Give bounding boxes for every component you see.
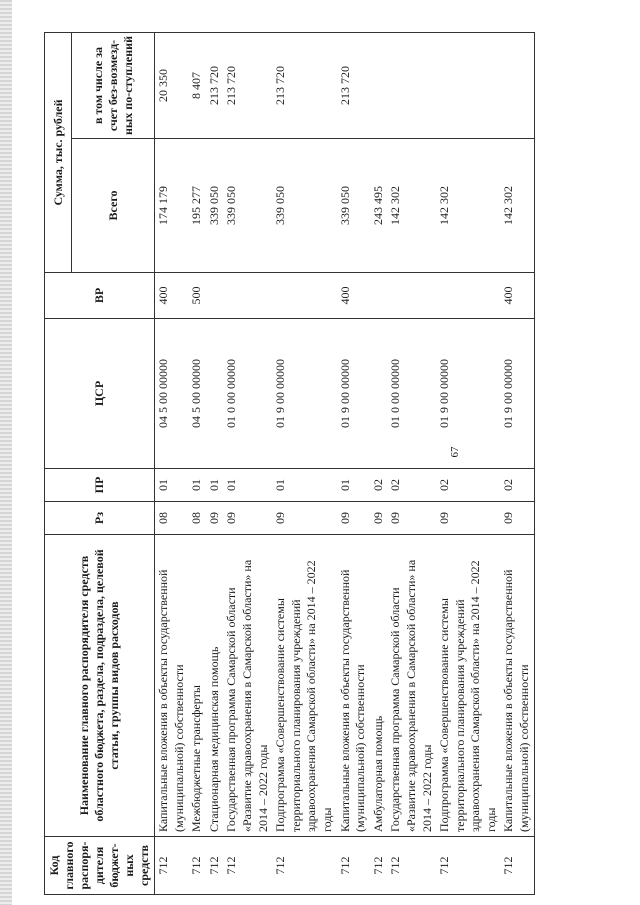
cell-vr (223, 273, 272, 319)
table-row (272, 32, 336, 894)
table-row (188, 32, 206, 894)
cell-name: Подпрограмма «Совершенствование системы территориального планирования учреждений здравоохранения Самарской области» на 2014 – 2022 годы (436, 535, 500, 837)
cell-pr: 02 (436, 469, 500, 502)
table-row (387, 32, 436, 894)
cell-rz: 09 (436, 502, 500, 535)
cell-free (436, 32, 500, 138)
cell-total: 339 050 (206, 139, 224, 273)
cell-free (387, 32, 436, 138)
cell-pr: 02 (370, 469, 388, 502)
header-free: в том числе за счет без-возмезд-ных по-ступлений (72, 32, 155, 138)
cell-pr: 01 (272, 469, 336, 502)
cell-csr: 01 9 00 00000 (337, 319, 370, 469)
cell-csr (206, 319, 224, 469)
cell-csr: 01 9 00 00000 (436, 319, 500, 469)
table-row (337, 32, 370, 894)
cell-vr (206, 273, 224, 319)
cell-pr: 02 (500, 469, 534, 502)
cell-csr: 04 5 00 00000 (188, 319, 206, 469)
cell-total: 174 179 (155, 139, 189, 273)
cell-pr: 01 (188, 469, 206, 502)
header-rz: Рз (45, 502, 155, 535)
cell-total: 142 302 (387, 139, 436, 273)
cell-code: 712 (370, 837, 388, 895)
header-vr: ВР (45, 273, 155, 319)
cell-rz: 09 (500, 502, 534, 535)
cell-pr: 01 (206, 469, 224, 502)
cell-free: 20 350 (155, 32, 189, 138)
header-code: Код главного распоря-дителя бюджет-ных средств (45, 837, 155, 895)
cell-vr (272, 273, 336, 319)
cell-total: 142 302 (436, 139, 500, 273)
budget-table (44, 32, 535, 895)
cell-free: 8 407 (188, 32, 206, 138)
cell-free (500, 32, 534, 138)
cell-total: 142 302 (500, 139, 534, 273)
cell-rz: 08 (155, 502, 189, 535)
cell-code: 712 (223, 837, 272, 895)
table-row (223, 32, 272, 894)
cell-vr (436, 273, 500, 319)
rotated-page (44, 33, 589, 895)
cell-vr: 400 (500, 273, 534, 319)
cell-pr: 02 (387, 469, 436, 502)
scan-edge (0, 0, 12, 905)
cell-name: Государственная программа Самарской области «Развитие здравоохранения в Самарской области» на 2014 – 2022 годы (223, 535, 272, 837)
cell-vr: 500 (188, 273, 206, 319)
cell-code: 712 (206, 837, 224, 895)
cell-name: Капитальные вложения в объекты государственной (муниципальной) собственности (337, 535, 370, 837)
cell-code: 712 (436, 837, 500, 895)
cell-total: 243 495 (370, 139, 388, 273)
cell-csr: 01 0 00 00000 (387, 319, 436, 469)
table-row (155, 32, 189, 894)
header-pr: ПР (45, 469, 155, 502)
cell-name: Стационарная медицинская помощь (206, 535, 224, 837)
cell-vr: 400 (337, 273, 370, 319)
cell-rz: 09 (206, 502, 224, 535)
cell-csr (370, 319, 388, 469)
cell-code: 712 (387, 837, 436, 895)
cell-total: 339 050 (337, 139, 370, 273)
header-name: Наименование главного распорядителя средств областного бюджета, раздела, подраздела, целевой статьи, группы видов расходов (45, 535, 155, 837)
cell-vr: 400 (155, 273, 189, 319)
cell-rz: 09 (387, 502, 436, 535)
table-row (500, 32, 534, 894)
cell-csr: 01 9 00 00000 (272, 319, 336, 469)
cell-csr: 01 9 00 00000 (500, 319, 534, 469)
cell-free (370, 32, 388, 138)
cell-free: 213 720 (206, 32, 224, 138)
cell-free: 213 720 (272, 32, 336, 138)
cell-name: Межбюджетные трансферты (188, 535, 206, 837)
cell-rz: 09 (223, 502, 272, 535)
cell-name: Амбулаторная помощь (370, 535, 388, 837)
cell-total: 195 277 (188, 139, 206, 273)
cell-code: 712 (155, 837, 189, 895)
cell-total: 339 050 (223, 139, 272, 273)
cell-vr (370, 273, 388, 319)
header-csr: ЦСР (45, 319, 155, 469)
cell-name: Капитальные вложения в объекты государственной (муниципальной) собственности (155, 535, 189, 837)
cell-rz: 09 (272, 502, 336, 535)
cell-code: 712 (500, 837, 534, 895)
cell-code: 712 (337, 837, 370, 895)
table-row (436, 32, 500, 894)
cell-rz: 09 (370, 502, 388, 535)
cell-name: Государственная программа Самарской области «Развитие здравоохранения в Самарской области» на 2014 – 2022 годы (387, 535, 436, 837)
cell-pr: 01 (337, 469, 370, 502)
header-total: Всего (72, 139, 155, 273)
cell-code: 712 (188, 837, 206, 895)
cell-total: 339 050 (272, 139, 336, 273)
cell-csr: 01 0 00 00000 (223, 319, 272, 469)
cell-name: Подпрограмма «Совершенствование системы территориального планирования учреждений здравоохранения Самарской области» на 2014 – 2022 годы (272, 535, 336, 837)
cell-free: 213 720 (223, 32, 272, 138)
cell-csr: 04 5 00 00000 (155, 319, 189, 469)
cell-vr (387, 273, 436, 319)
page-number: 67 (449, 446, 461, 458)
cell-pr: 01 (223, 469, 272, 502)
table-row (370, 32, 388, 894)
table-row (206, 32, 224, 894)
cell-free: 213 720 (337, 32, 370, 138)
cell-pr: 01 (155, 469, 189, 502)
cell-rz: 08 (188, 502, 206, 535)
cell-rz: 09 (337, 502, 370, 535)
header-sum: Сумма, тыс. рублей (45, 32, 72, 272)
cell-name: Капитальные вложения в объекты государственной (муниципальной) собственности (500, 535, 534, 837)
cell-code: 712 (272, 837, 336, 895)
